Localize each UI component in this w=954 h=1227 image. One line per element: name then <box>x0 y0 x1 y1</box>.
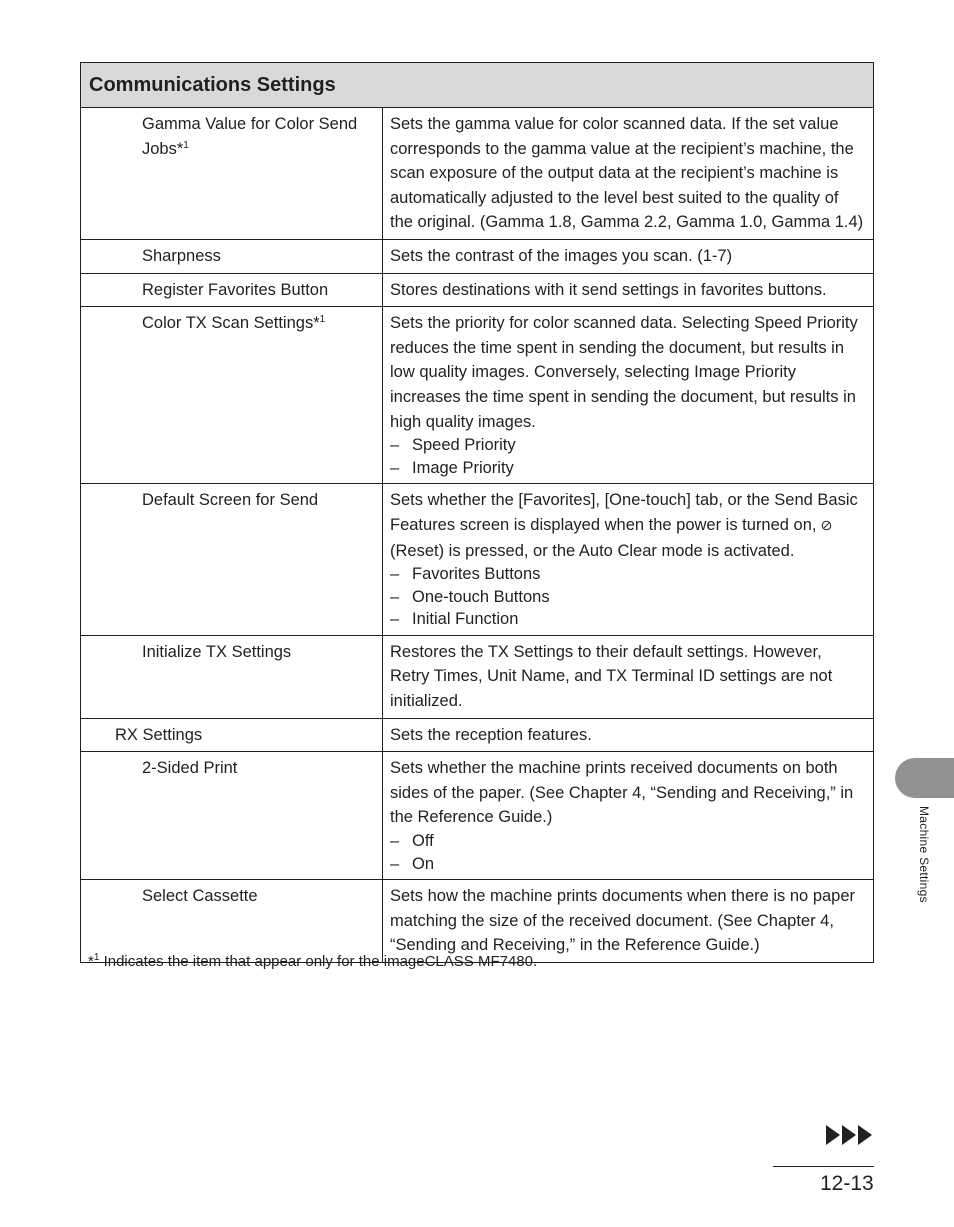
option-item: – Speed Priority <box>390 434 865 457</box>
option-item: – Image Priority <box>390 457 865 480</box>
table-row <box>81 635 874 718</box>
table-row <box>81 752 874 880</box>
setting-description: Sets the gamma value for color scanned data. If the set value corresponds to the gamma value at the recipient’s machine, the scan exposure of the output data at the recipient’s machine is automatically adjusted to the level best suited to the quality of the original. (Gamma 1.8, Gamma 2.2, Gamma 1.0, Gamma 1.4) <box>383 108 874 240</box>
table-row <box>81 273 874 307</box>
setting-name: Gamma Value for Color Send Jobs* <box>142 115 358 158</box>
option-dash: – <box>390 610 400 629</box>
option-item: – On <box>390 853 865 876</box>
option-dash: – <box>390 436 400 455</box>
setting-description: Sets the contrast of the images you scan. (1-7) <box>383 239 874 273</box>
setting-description: Sets how the machine prints documents when there is no paper matching the size of the received document. (See Chapter 4, “Sending and Receiving,” in the Reference Guide.) <box>383 880 874 963</box>
footnote: *$^1$ Indicates the item that appear only for the imageCLASS MF7480. <box>88 952 538 970</box>
setting-description: Sets the reception features. <box>383 718 874 752</box>
option-item: – Off <box>390 830 865 853</box>
option-dash: – <box>390 854 400 873</box>
footnote-ref: 1 <box>319 314 326 326</box>
chapter-label: Machine Settings <box>917 806 931 903</box>
option-dash: – <box>390 832 400 851</box>
table-row <box>81 108 874 240</box>
page-number-rule <box>773 1166 874 1167</box>
setting-name: Sharpness <box>81 239 383 273</box>
setting-description: Restores the TX Settings to their default settings. However, Retry Times, Unit Name, and TX Terminal ID settings are not initialized. <box>383 635 874 718</box>
table-row <box>81 239 874 273</box>
option-item: – Initial Function <box>390 608 865 631</box>
option-item: – One-touch Buttons <box>390 586 865 609</box>
setting-description: Sets whether the machine prints received documents on both sides of the paper. (See Chapter 4, “Sending and Receiving,” in the Reference Guide.) <box>390 759 854 827</box>
setting-description: Sets the priority for color scanned data. Selecting Speed Priority reduces the time spent in sending the document, but results in low quality images. Conversely, selecting Image Priority increases the time spent in sending the document, but results in high quality images. <box>390 314 858 431</box>
table-row <box>81 718 874 752</box>
table-row <box>81 880 874 963</box>
option-dash: – <box>390 458 400 477</box>
setting-name: RX Settings <box>81 718 383 752</box>
chapter-tab <box>895 758 954 798</box>
setting-name: Register Favorites Button <box>81 273 383 307</box>
option-dash: – <box>390 587 400 606</box>
setting-name: Initialize TX Settings <box>81 635 383 718</box>
table-row <box>81 484 874 636</box>
setting-description: Stores destinations with it send settings in favorites buttons. <box>383 273 874 307</box>
table-row <box>81 307 874 484</box>
continue-arrows-icon <box>826 1124 876 1151</box>
footnote-ref: 1 <box>183 139 189 151</box>
table-title: Communications Settings <box>81 63 874 108</box>
option-item: – Favorites Buttons <box>390 563 865 586</box>
setting-name: 2-Sided Print <box>81 752 383 880</box>
reset-key-icon <box>821 519 832 533</box>
page-number: 12-13 <box>820 1172 874 1195</box>
setting-name: Default Screen for Send <box>81 484 383 636</box>
setting-name: Color TX Scan Settings* <box>142 314 320 333</box>
option-dash: – <box>390 565 400 584</box>
setting-name: Select Cassette <box>81 880 383 963</box>
setting-description: Sets whether the [Favorites], [One-touch] tab, or the Send Basic Features screen is displayed when the power is turned on, (Reset) is pressed, or the Auto Clear mode is activated. <box>390 491 858 560</box>
communications-settings-table <box>80 62 874 963</box>
